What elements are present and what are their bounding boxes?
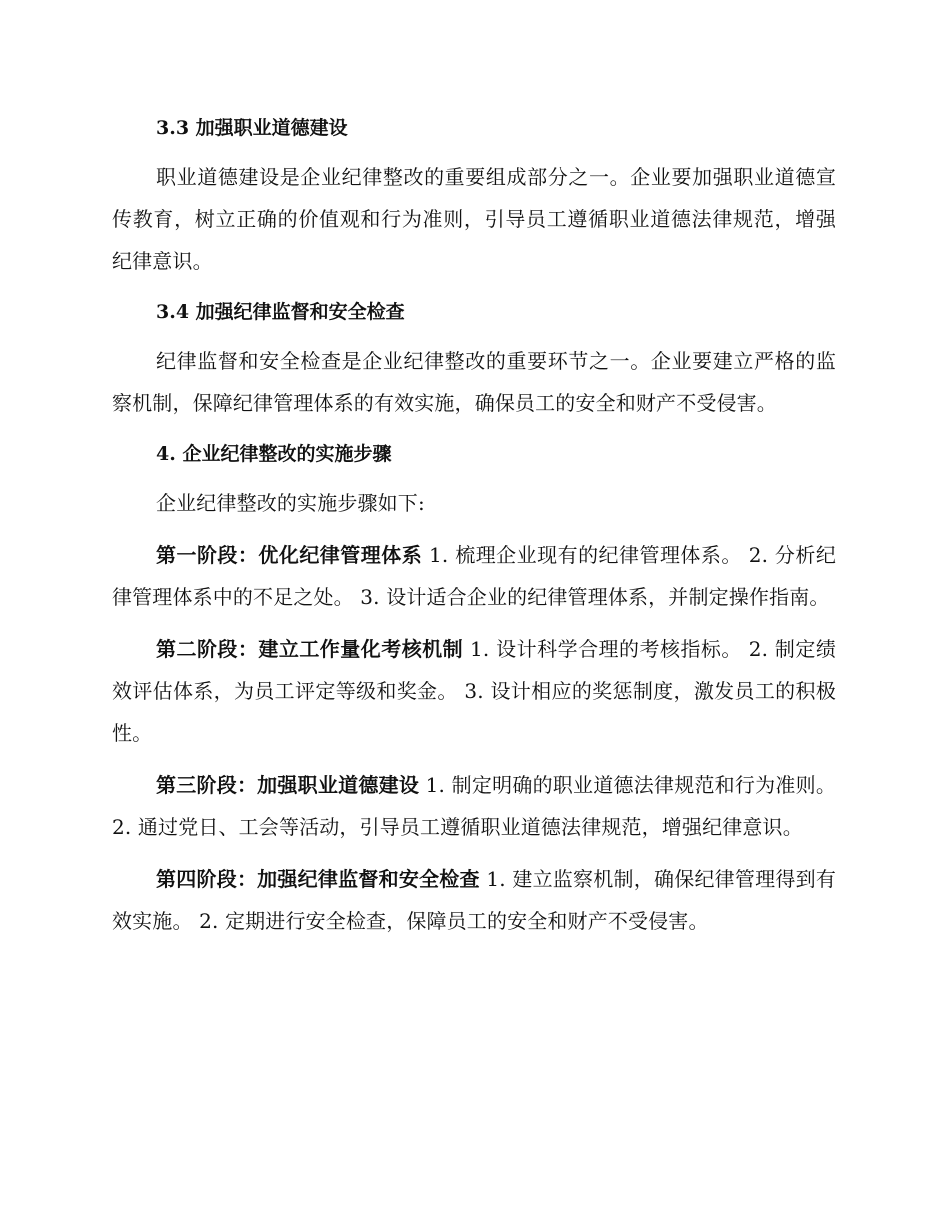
section-paragraph-3-3: 职业道德建设是企业纪律整改的重要组成部分之一。企业要加强职业道德宣传教育，树立正确的价值观和行为准则，引导员工遵循职业道德法律规范，增强纪律意识。 — [112, 165, 836, 273]
phase-text-2: 1. 设计科学合理的考核指标。 2. 制定绩效评估体系，为员工评定等级和奖金。 3. 设计相应的奖惩制度，激发员工的积极性。 — [112, 637, 837, 745]
section-heading-3-4: 3.4 加强纪律监督和安全检查 — [156, 301, 405, 323]
phase-text-3: 1. 制定明确的职业道德法律规范和行为准则。 2. 通过党日、工会等活动，引导员工遵循职业道德法律规范，增强纪律意识。 — [112, 773, 837, 839]
phase-title-4: 第四阶段：加强纪律监督和安全检查 — [156, 867, 480, 891]
document-body — [112, 108, 836, 952]
section-heading-3-3: 3.3 加强职业道德建设 — [156, 117, 348, 139]
phase-text-1: 1. 梳理企业现有的纪律管理体系。 2. 分析纪律管理体系中的不足之处。 3. 设计适合企业的纪律管理体系，并制定操作指南。 — [112, 543, 837, 609]
phase-paragraph-2 — [112, 628, 836, 754]
section-paragraph-3-4: 纪律监督和安全检查是企业纪律整改的重要环节之一。企业要建立严格的监察机制，保障纪律管理体系的有效实施，确保员工的安全和财产不受侵害。 — [112, 349, 836, 415]
section-paragraph-4-intro: 企业纪律整改的实施步骤如下: — [156, 491, 425, 515]
section-heading-4: 4. 企业纪律整改的实施步骤 — [156, 443, 392, 465]
phase-paragraph-4 — [112, 858, 836, 942]
phase-title-2: 第二阶段：建立工作量化考核机制 — [156, 637, 464, 661]
phase-paragraph-3 — [112, 764, 836, 848]
phase-paragraph-1 — [112, 534, 836, 618]
phase-title-1: 第一阶段：优化纪律管理体系 — [156, 543, 423, 567]
phase-text-4: 1. 建立监察机制，确保纪律管理得到有效实施。 2. 定期进行安全检查，保障员工的安全和财产不受侵害。 — [112, 867, 837, 933]
phase-title-3: 第三阶段：加强职业道德建设 — [156, 773, 420, 797]
